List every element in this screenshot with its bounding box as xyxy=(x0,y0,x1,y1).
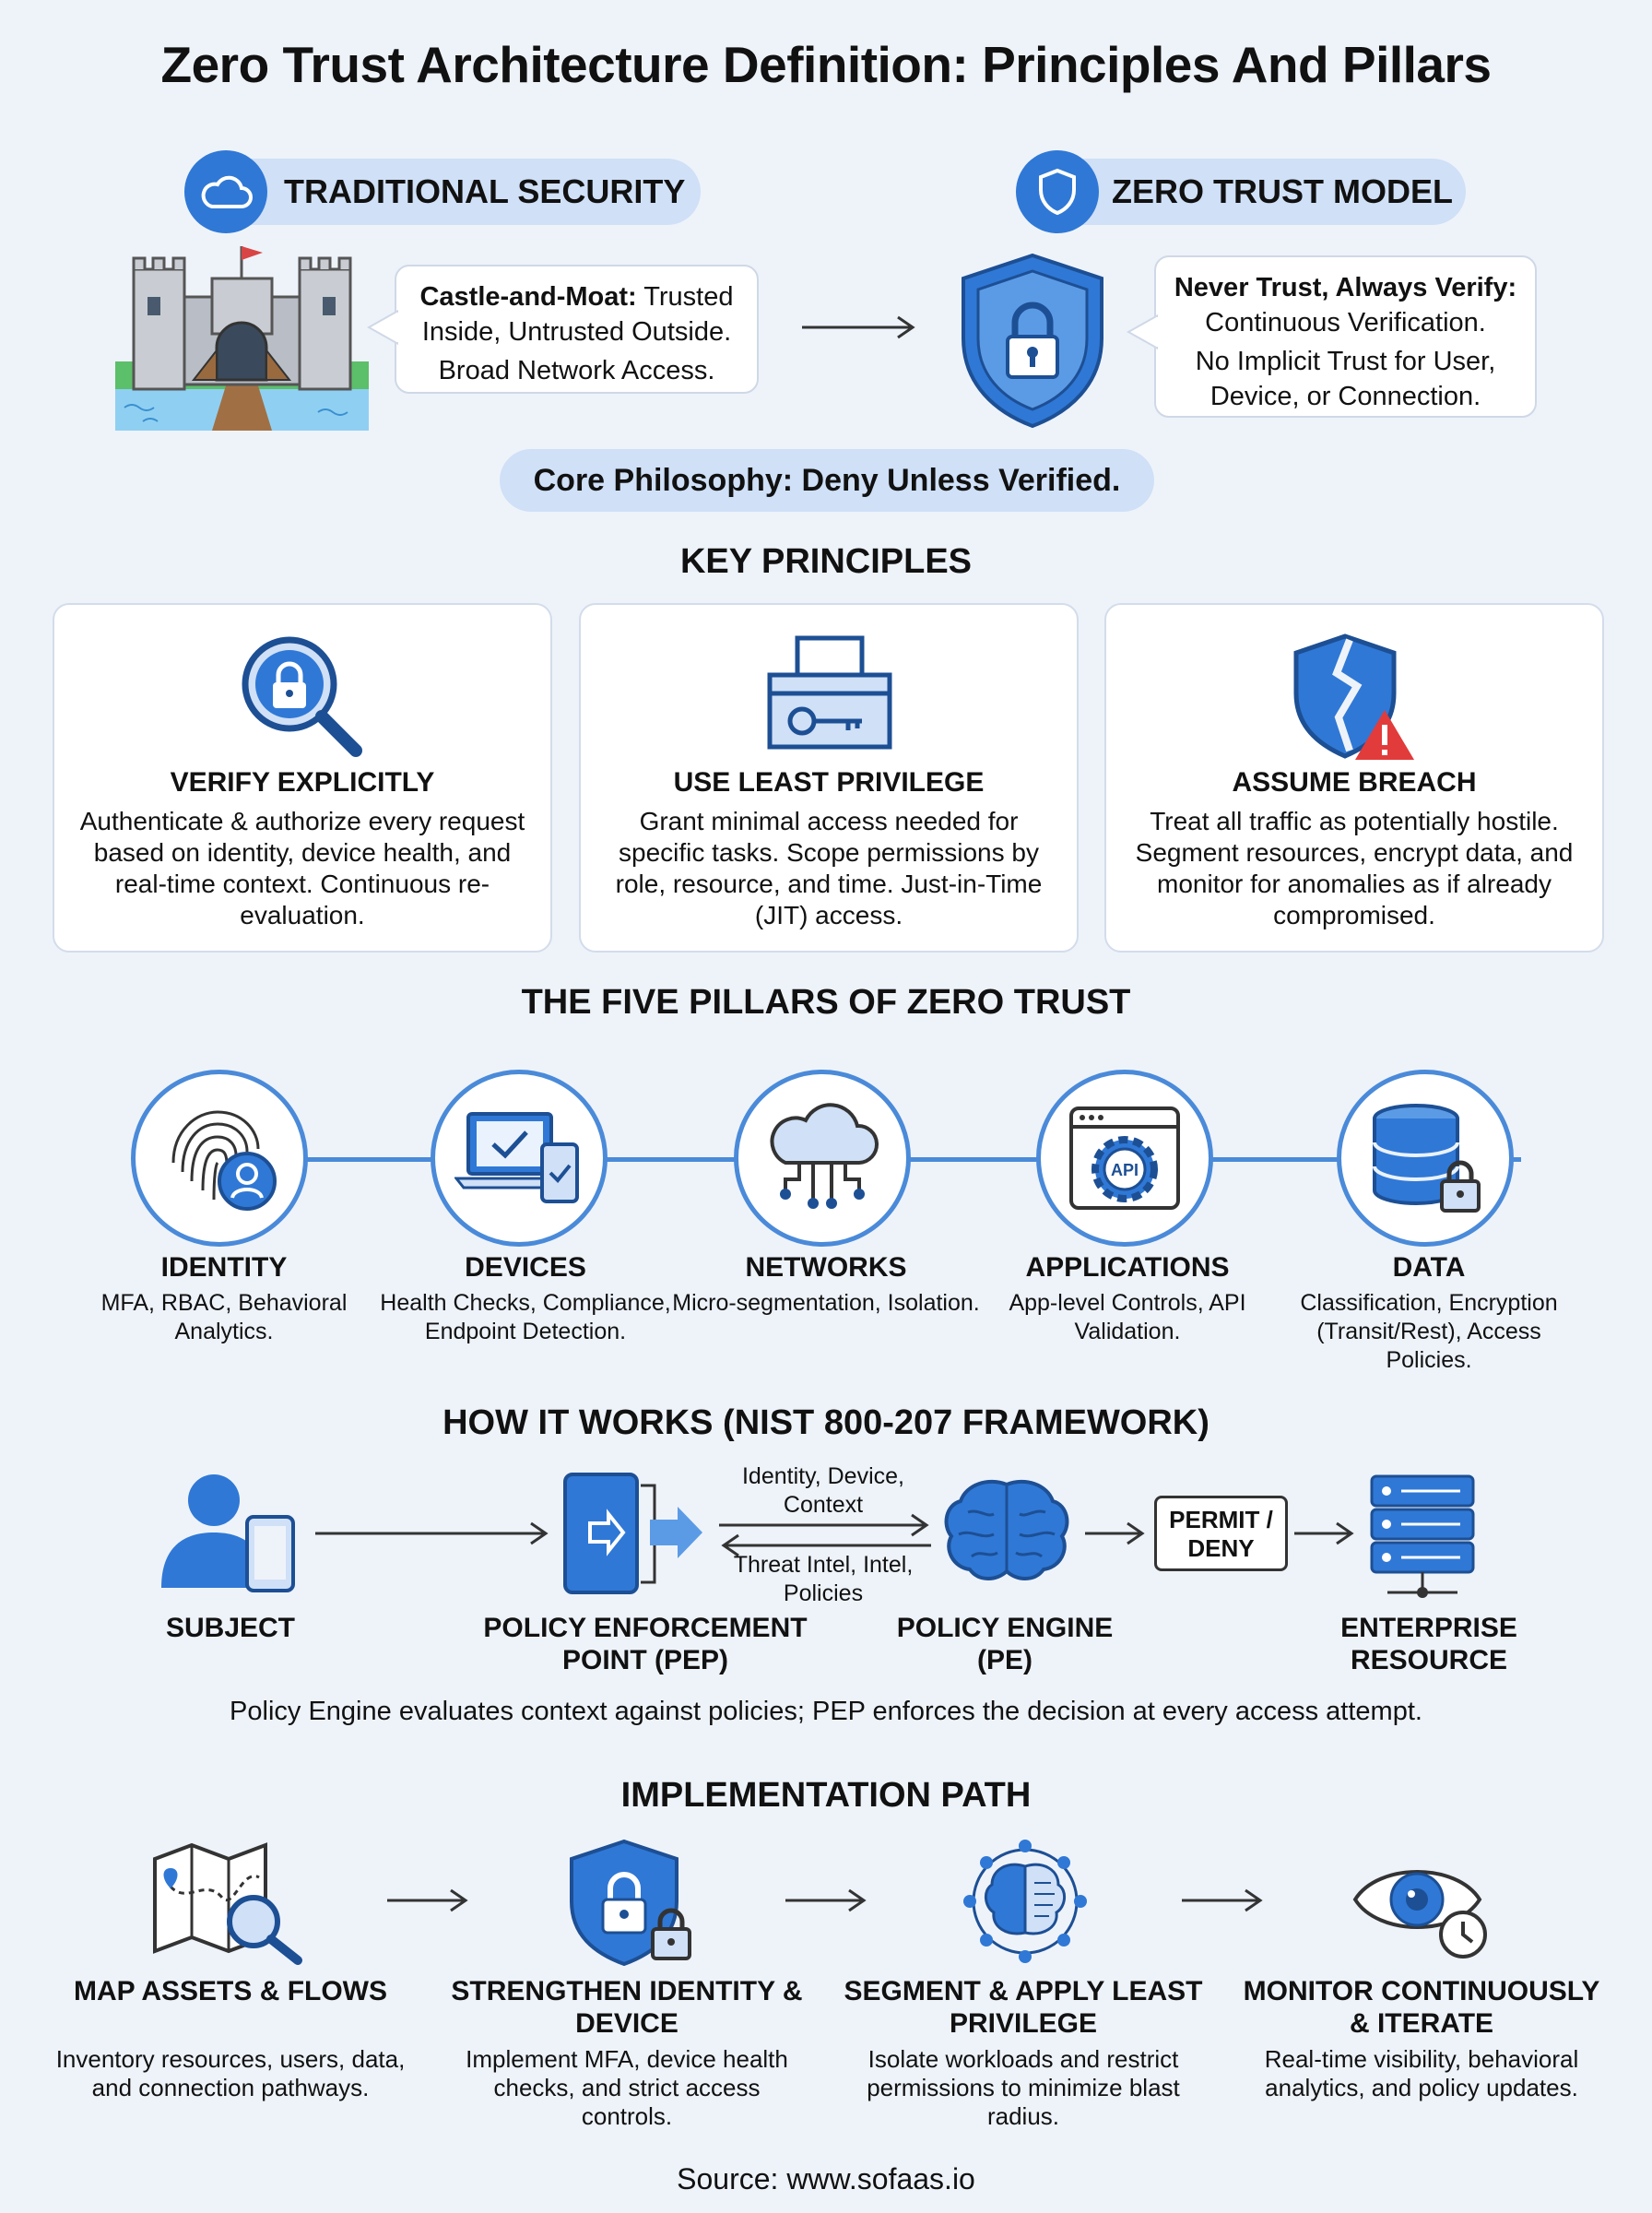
impl-arrow-1 xyxy=(385,1887,473,1914)
pep-label: POLICY ENFORCEMENT POINT (PEP) xyxy=(483,1613,808,1675)
impl-arrow-3 xyxy=(1180,1887,1268,1914)
decision-to-resource-arrow xyxy=(1292,1520,1359,1547)
traditional-security-bubble xyxy=(395,265,759,394)
impl-step-desc: Implement MFA, device health checks, and strict access controls. xyxy=(466,2045,788,2130)
how-it-works-caption: Policy Engine evaluates context against policies; PEP enforces the decision at every access attempt. xyxy=(230,1697,1422,1726)
principle-desc: Grant minimal access needed for specific tasks. Scope permissions by role, resource, and time. Just-in-Time (JIT) access. xyxy=(615,807,1043,929)
impl-step-desc: Isolate workloads and restrict permissions to minimize blast radius. xyxy=(867,2045,1180,2130)
subject-to-pep-arrow xyxy=(313,1520,553,1547)
cloud-icon xyxy=(184,150,267,233)
pe-label: POLICY ENGINE (PE) xyxy=(896,1613,1114,1675)
broad-network-access: Broad Network Access. xyxy=(438,356,715,385)
pillar-desc: MFA, RBAC, Behavioral Analytics. xyxy=(100,1290,348,1344)
pillar-circle-data xyxy=(1337,1070,1514,1247)
core-philosophy-text: Core Philosophy: Deny Unless Verified. xyxy=(533,462,1121,498)
principle-desc: Treat all traffic as potentially hostile. Segment resources, encrypt data, and monitor for anomalies as if already compromised. xyxy=(1135,807,1574,929)
impl-step-name: STRENGTHEN IDENTITY & DEVICE xyxy=(451,1976,803,2039)
impl-arrow-2 xyxy=(784,1887,871,1914)
pillar-desc: Classification, Encryption (Transit/Rest), Access Policies. xyxy=(1300,1290,1558,1373)
principle-name: VERIFY EXPLICITLY xyxy=(170,767,435,798)
shield-locks-icon xyxy=(564,1837,702,1966)
server-icon xyxy=(1364,1473,1480,1602)
database-lock-icon xyxy=(1361,1098,1490,1218)
permit-deny-box xyxy=(1154,1496,1288,1571)
map-search-icon xyxy=(150,1840,312,1965)
principle-card-least-privilege xyxy=(579,603,1079,953)
svg-text:API: API xyxy=(1110,1160,1139,1179)
pillar-circle-identity xyxy=(131,1070,308,1247)
pillar-name: DEVICES xyxy=(465,1252,586,1283)
how-it-works-title: HOW IT WORKS (NIST 800-207 FRAMEWORK) xyxy=(442,1403,1210,1442)
castle-moat-bold: Castle-and-Moat: xyxy=(419,282,637,312)
principle-card-assume-breach xyxy=(1104,603,1604,953)
pillar-circle-networks xyxy=(734,1070,911,1247)
to-pe-label: Identity, Device, Context xyxy=(741,1463,904,1518)
subject-label: SUBJECT xyxy=(165,1613,296,1643)
pe-to-decision-arrow xyxy=(1083,1520,1150,1547)
principle-card-verify-explicitly xyxy=(53,603,552,953)
principle-name: USE LEAST PRIVILEGE xyxy=(673,767,985,798)
zero-trust-model-label: ZERO TRUST MODEL xyxy=(1112,172,1453,210)
shield-icon xyxy=(1016,150,1099,233)
pillar-desc: Health Checks, Compliance, Endpoint Detection. xyxy=(380,1290,671,1344)
pillar-desc: Micro-segmentation, Isolation. xyxy=(672,1290,980,1316)
continuous-verification: Continuous Verification. xyxy=(1205,308,1486,337)
principle-name: ASSUME BREACH xyxy=(1232,767,1477,798)
from-pe-label: Threat Intel, Intel, Policies xyxy=(733,1552,914,1606)
bubble-pointer-right xyxy=(1127,314,1158,350)
impl-step-desc: Inventory resources, users, data, and connection pathways. xyxy=(55,2045,406,2101)
segmented-brain-icon xyxy=(959,1837,1092,1966)
subject-icon xyxy=(157,1473,304,1592)
permit-deny-text: PERMIT / DENY xyxy=(1169,1506,1273,1562)
eye-clock-icon xyxy=(1351,1853,1493,1964)
pillar-circle-devices xyxy=(431,1070,608,1247)
impl-step-name: SEGMENT & APPLY LEAST PRIVILEGE xyxy=(844,1976,1203,2039)
fingerprint-icon xyxy=(155,1098,284,1218)
cloud-network-icon xyxy=(758,1098,887,1218)
pep-gateway-icon xyxy=(562,1472,710,1596)
implementation-title: IMPLEMENTATION PATH xyxy=(620,1776,1032,1815)
pillar-desc: App-level Controls, API Validation. xyxy=(1009,1290,1246,1344)
impl-step-name: MAP ASSETS & FLOWS xyxy=(73,1976,388,2006)
impl-step-desc: Real-time visibility, behavioral analytics, and policy updates. xyxy=(1264,2045,1579,2101)
pillar-circle-applications xyxy=(1036,1070,1213,1247)
pillar-name: IDENTITY xyxy=(160,1252,288,1283)
brain-icon xyxy=(940,1475,1074,1586)
pillar-name: NETWORKS xyxy=(745,1252,907,1283)
traditional-security-pill xyxy=(203,159,701,225)
page-title: Zero Trust Architecture Definition: Principles And Pillars xyxy=(160,36,1492,93)
traditional-security-label: TRADITIONAL SECURITY xyxy=(284,172,686,210)
impl-step-name: MONITOR CONTINUOUSLY & ITERATE xyxy=(1243,1976,1600,2039)
zero-trust-shield-icon xyxy=(954,251,1111,431)
never-trust-bold: Never Trust, Always Verify: xyxy=(1174,273,1517,302)
source-text: Source: www.sofaas.io xyxy=(677,2162,975,2195)
principle-desc: Authenticate & authorize every request based on identity, device health, and real-time context. Continuous re-evaluation. xyxy=(79,807,525,929)
broken-shield-icon xyxy=(1285,629,1423,767)
resource-label: ENTERPRISE RESOURCE xyxy=(1340,1613,1517,1675)
pillars-title: THE FIVE PILLARS OF ZERO TRUST xyxy=(521,983,1131,1022)
pillar-name: APPLICATIONS xyxy=(1025,1252,1230,1283)
magnifier-lock-icon xyxy=(234,629,372,767)
key-principles-title: KEY PRINCIPLES xyxy=(679,542,973,581)
laptop-phone-icon xyxy=(454,1103,584,1213)
no-implicit-trust: No Implicit Trust for User, Device, or Connection. xyxy=(1195,347,1496,411)
castle-moat-text: Trusted Inside, Untrusted Outside. xyxy=(421,282,734,347)
zero-trust-bubble xyxy=(1154,255,1537,418)
bubble-pointer-left xyxy=(367,309,398,346)
castle-illustration xyxy=(115,242,369,431)
pillar-name: DATA xyxy=(1392,1252,1466,1283)
core-philosophy-pill xyxy=(500,449,1154,512)
key-box-icon xyxy=(756,629,903,767)
api-gear-icon xyxy=(1060,1101,1189,1216)
comparison-arrow xyxy=(800,314,920,341)
